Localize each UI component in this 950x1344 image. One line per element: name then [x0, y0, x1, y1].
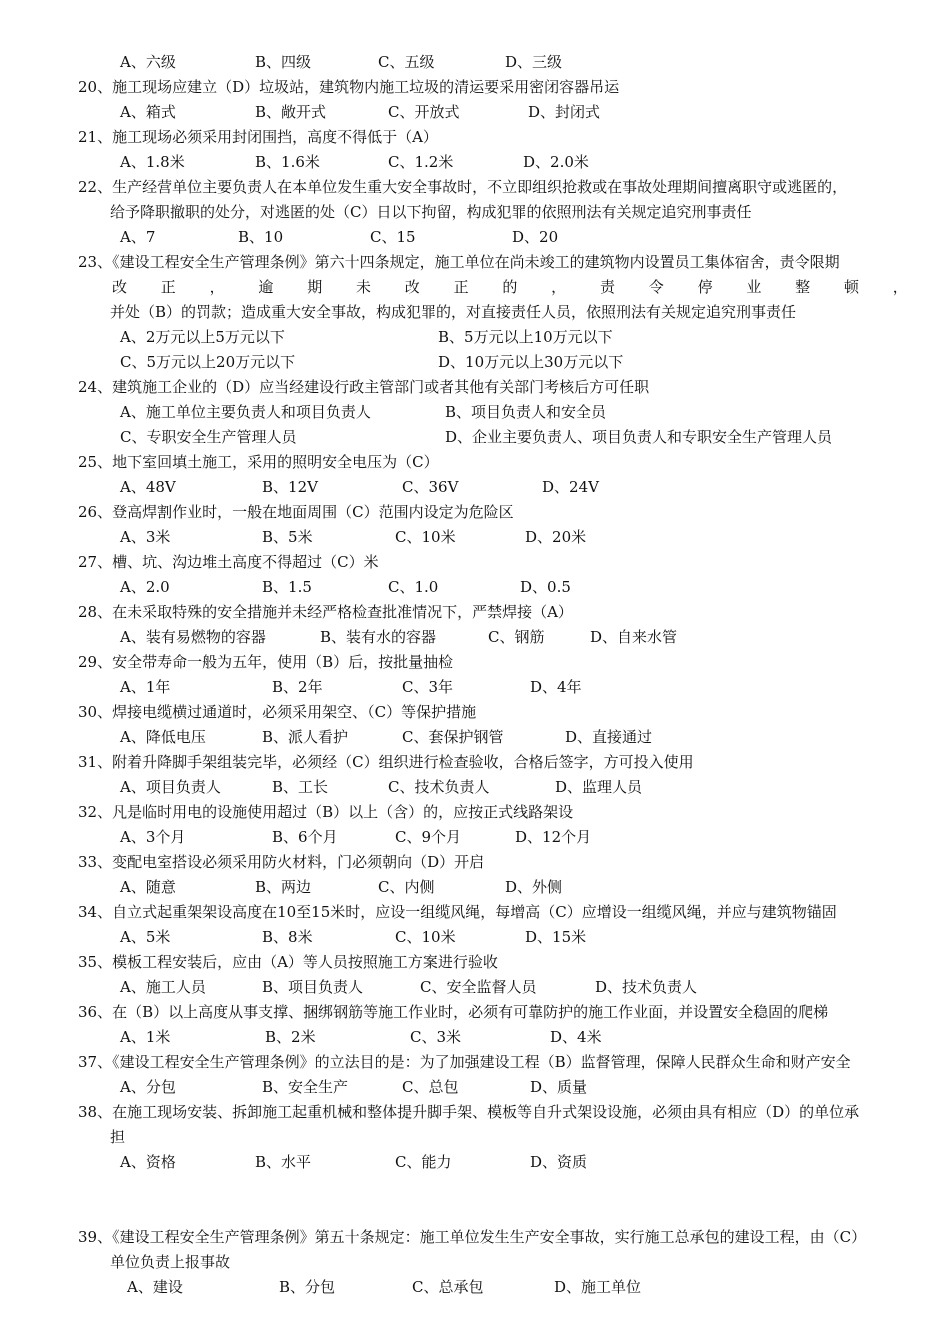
q38-option-a: A、资格 — [120, 1153, 176, 1171]
char: 正 — [160, 278, 176, 296]
char: 期 — [307, 278, 323, 296]
question-text: 安全带寿命一般为五年，使用（B）后，按批量抽检 — [112, 653, 454, 671]
q19-option-a: A、六级 — [120, 53, 176, 71]
q25-option-b: B、12V — [262, 478, 318, 496]
question-number: 28、 — [78, 603, 113, 621]
question-text: 焊接电缆横过通道时，必须采用架空、（C）等保护措施 — [112, 703, 477, 721]
q24-option-a: A、施工单位主要负责人和项目负责人 — [120, 403, 371, 421]
q26-option-d: D、20米 — [525, 528, 587, 546]
q35-option-a: A、施工人员 — [120, 978, 206, 996]
q21-option-d: D、2.0米 — [523, 153, 589, 171]
q22-option-a: A、7 — [120, 228, 156, 246]
q26-option-a: A、3米 — [120, 528, 171, 546]
q38-option-d: D、资质 — [530, 1153, 588, 1171]
question-text: 在（B）以上高度从事支撑、捆绑钢筋等施工作业时，必须有可靠防护的施工作业面，并设置安全稳固的爬梯 — [112, 1003, 829, 1021]
char: 业 — [746, 278, 762, 296]
question-text: 《建设工程安全生产管理条例》的立法目的是：为了加强建设工程（B）监督管理，保障人民群众生命和财产安全 — [112, 1053, 851, 1071]
question-text: 变配电室搭设必须采用防火材料，门必须朝向（D）开启 — [112, 853, 485, 871]
q25-option-d: D、24V — [542, 478, 599, 496]
question-text-line2: 单位负责上报事故 — [110, 1253, 231, 1271]
q39-option-c: C、总承包 — [412, 1278, 484, 1296]
char: 逾 — [258, 278, 274, 296]
q20-option-d: D、封闭式 — [528, 103, 601, 121]
q22-option-c: C、15 — [370, 228, 416, 246]
q32-option-b: B、6个月 — [272, 828, 338, 846]
question-30 — [78, 700, 908, 725]
question-number: 21、 — [78, 128, 113, 146]
question-22 — [78, 175, 908, 225]
question-number: 30、 — [78, 703, 113, 721]
q35-option-b: B、项目负责人 — [262, 978, 364, 996]
char: 顿 — [843, 278, 859, 296]
q22-option-d: D、20 — [512, 228, 559, 246]
q36-option-d: D、4米 — [550, 1028, 602, 1046]
question-number: 36、 — [78, 1003, 113, 1021]
question-text: 自立式起重架架设高度在10至15米时，应设一组缆风绳，每增高（C）应增设一组缆风绳，并应与建筑物锚固 — [112, 903, 837, 921]
q27-option-c: C、1.0 — [388, 578, 439, 596]
question-text-line3: 并处（B）的罚款；造成重大安全事故，构成犯罪的，对直接责任人员，依照刑法有关规定追究刑事责任 — [110, 303, 797, 321]
q20-option-a: A、箱式 — [120, 103, 176, 121]
q34-option-d: D、15米 — [525, 928, 587, 946]
char: ， — [209, 278, 225, 296]
question-text: 建筑施工企业的（D）应当经建设行政主管部门或者其他有关部门考核后方可任职 — [112, 378, 650, 396]
q24-option-b: B、项目负责人和安全员 — [445, 403, 607, 421]
question-number: 37、 — [78, 1053, 113, 1071]
q39-option-d: D、施工单位 — [554, 1278, 642, 1296]
q20-option-b: B、敞开式 — [255, 103, 327, 121]
question-number: 29、 — [78, 653, 113, 671]
question-number: 39、 — [78, 1228, 113, 1246]
q31-option-c: C、技术负责人 — [388, 778, 490, 796]
question-number: 34、 — [78, 903, 113, 921]
question-number: 38、 — [78, 1103, 113, 1121]
q38-option-b: B、水平 — [255, 1153, 312, 1171]
q29-option-c: C、3年 — [402, 678, 454, 696]
question-24 — [78, 375, 908, 400]
q19-option-b: B、四级 — [255, 53, 312, 71]
question-text: 登高焊割作业时，一般在地面周围（C）范围内设定为危险区 — [112, 503, 514, 521]
char: 正 — [453, 278, 469, 296]
question-32 — [78, 800, 908, 825]
q39-option-b: B、分包 — [279, 1278, 336, 1296]
q23-option-c: C、5万元以上20万元以下 — [120, 353, 296, 371]
question-35 — [78, 950, 908, 975]
q26-option-b: B、5米 — [262, 528, 313, 546]
question-26 — [78, 500, 908, 525]
q21-option-c: C、1.2米 — [388, 153, 454, 171]
char: ， — [551, 278, 567, 296]
q36-option-b: B、2米 — [265, 1028, 316, 1046]
q32-option-c: C、9个月 — [395, 828, 462, 846]
q35-option-d: D、技术负责人 — [595, 978, 698, 996]
question-39 — [78, 1225, 908, 1275]
question-number: 35、 — [78, 953, 113, 971]
q29-option-d: D、4年 — [530, 678, 582, 696]
q33-option-c: C、内侧 — [378, 878, 435, 896]
q23-option-d: D、10万元以上30万元以下 — [438, 353, 624, 371]
question-text: 在未采取特殊的安全措施并未经严格检查批准情况下，严禁焊接（A） — [112, 603, 573, 621]
question-text: 施工现场应建立（D）垃圾站，建筑物内施工垃圾的清运要采用密闭容器吊运 — [112, 78, 620, 96]
question-23 — [78, 250, 908, 275]
question-number: 32、 — [78, 803, 113, 821]
char: 未 — [355, 278, 371, 296]
question-28 — [78, 600, 908, 625]
q23-option-a: A、2万元以上5万元以下 — [120, 328, 285, 346]
q33-option-b: B、两边 — [255, 878, 312, 896]
q29-option-a: A、1年 — [120, 678, 171, 696]
question-23-line3 — [78, 300, 908, 325]
question-number: 27、 — [78, 553, 113, 571]
char: 令 — [648, 278, 664, 296]
question-number: 20、 — [78, 78, 113, 96]
q32-option-a: A、3个月 — [120, 828, 186, 846]
question-text: 模板工程安装后，应由（A）等人员按照施工方案进行验收 — [112, 953, 498, 971]
q36-option-c: C、3米 — [410, 1028, 462, 1046]
q39-option-a: A、建设 — [127, 1278, 183, 1296]
q19-option-c: C、五级 — [378, 53, 435, 71]
question-20 — [78, 75, 908, 100]
q34-option-b: B、8米 — [262, 928, 313, 946]
question-text-line1: 《建设工程安全生产管理条例》第六十四条规定，施工单位在尚未竣工的建筑物内设置员工集体宿舍，责令限期 — [112, 253, 840, 271]
question-text-line1: 生产经营单位主要负责人在本单位发生重大安全事故时，不立即组织抢救或在事故处理期间擅离职守或逃匿的， — [112, 178, 848, 196]
question-38 — [78, 1100, 908, 1150]
question-text: 凡是临时用电的设施使用超过（B）以上（含）的，应按正式线路架设 — [112, 803, 574, 821]
q31-option-b: B、工长 — [272, 778, 329, 796]
q20-option-c: C、开放式 — [388, 103, 460, 121]
question-number: 26、 — [78, 503, 113, 521]
question-text: 地下室回填土施工，采用的照明安全电压为（C） — [112, 453, 439, 471]
question-text-line2: 给予降职撤职的处分，对逃匿的处（C）日以下拘留，构成犯罪的依照刑法有关规定追究刑事责任 — [110, 203, 752, 221]
q31-option-a: A、项目负责人 — [120, 778, 221, 796]
q37-option-d: D、质量 — [530, 1078, 588, 1096]
q37-option-a: A、分包 — [120, 1078, 176, 1096]
q22-option-b: B、10 — [238, 228, 284, 246]
question-number: 31、 — [78, 753, 113, 771]
question-29 — [78, 650, 908, 675]
q34-option-c: C、10米 — [395, 928, 456, 946]
q19-option-d: D、三级 — [505, 53, 563, 71]
question-33 — [78, 850, 908, 875]
question-text: 槽、坑、沟边堆土高度不得超过（C）米 — [112, 553, 379, 571]
q30-option-c: C、套保护钢管 — [402, 728, 504, 746]
char: 责 — [599, 278, 615, 296]
q21-option-a: A、1.8米 — [120, 153, 185, 171]
q33-option-d: D、外侧 — [505, 878, 563, 896]
char: 整 — [795, 278, 811, 296]
q25-option-a: A、48V — [120, 478, 176, 496]
q26-option-c: C、10米 — [395, 528, 456, 546]
q37-option-c: C、总包 — [402, 1078, 459, 1096]
q37-option-b: B、安全生产 — [262, 1078, 349, 1096]
q35-option-c: C、安全监督人员 — [420, 978, 537, 996]
question-number: 22、 — [78, 178, 113, 196]
q30-option-d: D、直接通过 — [565, 728, 653, 746]
q36-option-a: A、1米 — [120, 1028, 171, 1046]
question-number: 23、 — [78, 253, 113, 271]
q27-option-b: B、1.5 — [262, 578, 312, 596]
q24-option-d: D、企业主要负责人、项目负责人和专职安全生产管理人员 — [445, 428, 833, 446]
question-number: 24、 — [78, 378, 113, 396]
char: 的 — [502, 278, 518, 296]
q28-option-b: B、装有水的容器 — [320, 628, 437, 646]
question-31 — [78, 750, 908, 775]
char: 改 — [404, 278, 420, 296]
q32-option-d: D、12个月 — [515, 828, 592, 846]
question-text: 施工现场必须采用封闭围挡，高度不得低于（A） — [112, 128, 438, 146]
question-number: 33、 — [78, 853, 113, 871]
question-23-justified-line — [112, 275, 908, 300]
q27-option-d: D、0.5 — [520, 578, 571, 596]
q24-option-c: C、专职安全生产管理人员 — [120, 428, 297, 446]
q30-option-a: A、降低电压 — [120, 728, 206, 746]
question-25 — [78, 450, 908, 475]
q21-option-b: B、1.6米 — [255, 153, 320, 171]
char: 停 — [697, 278, 713, 296]
q33-option-a: A、随意 — [120, 878, 176, 896]
question-37 — [78, 1050, 908, 1075]
question-text-line1: 在施工现场安装、拆卸施工起重机械和整体提升脚手架、模板等自升式架设设施，必须由具有相应（D）的单位承 — [112, 1103, 860, 1121]
question-21 — [78, 125, 908, 150]
q23-option-b: B、5万元以上10万元以下 — [438, 328, 613, 346]
question-36 — [78, 1000, 908, 1025]
question-27 — [78, 550, 908, 575]
char: ， — [892, 278, 908, 296]
q27-option-a: A、2.0 — [120, 578, 170, 596]
q31-option-d: D、监理人员 — [555, 778, 643, 796]
q34-option-a: A、5米 — [120, 928, 171, 946]
q29-option-b: B、2年 — [272, 678, 323, 696]
question-text-line2: 担 — [110, 1128, 126, 1146]
q30-option-b: B、派人看护 — [262, 728, 349, 746]
question-number: 25、 — [78, 453, 113, 471]
q38-option-c: C、能力 — [395, 1153, 452, 1171]
question-text: 附着升降脚手架组装完毕，必须经（C）组织进行检查验收，合格后签字，方可投入使用 — [112, 753, 694, 771]
question-text-line1: 《建设工程安全生产管理条例》第五十条规定：施工单位发生生产安全事故，实行施工总承包的建设工程，由（C） — [112, 1228, 867, 1246]
q25-option-c: C、36V — [402, 478, 459, 496]
char: 改 — [112, 278, 128, 296]
q28-option-c: C、钢筋 — [488, 628, 545, 646]
question-34 — [78, 900, 908, 925]
q28-option-d: D、自来水管 — [590, 628, 678, 646]
q28-option-a: A、装有易燃物的容器 — [120, 628, 266, 646]
